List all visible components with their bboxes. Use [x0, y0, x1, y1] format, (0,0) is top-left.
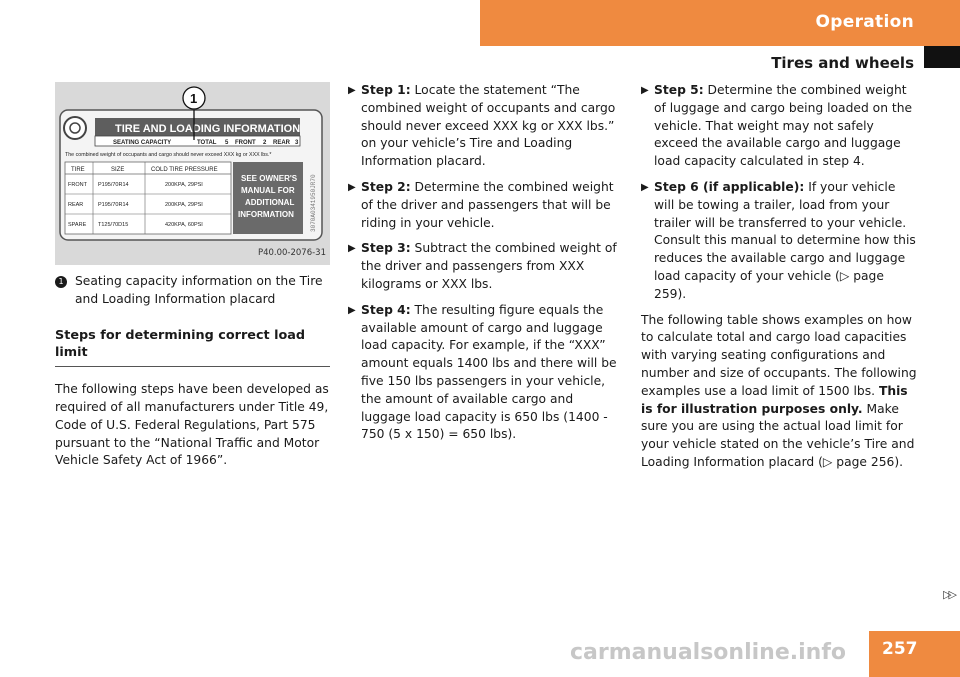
watermark-text: carmanualsonline.info: [570, 640, 846, 665]
placard-title: TIRE AND LOADING INFORMATION: [115, 123, 301, 135]
bullet-arrow-icon: ▶: [348, 181, 356, 193]
callout-number: 1: [190, 91, 198, 106]
step-text: If your vehicle will be towing a trailer, load from your trailer will be transferred to your vehicle. Consult this manual to determine how this reduces the available cargo and luggage load capacity of your vehicle (▷ page 259).: [654, 179, 916, 301]
svg-text:P195/70R14: P195/70R14: [98, 202, 129, 208]
tire-placard-figure: [55, 82, 330, 265]
subheading: Steps for determining correct load limit: [55, 327, 330, 368]
step-4: [348, 302, 624, 444]
bullet-arrow-icon: ▶: [348, 243, 356, 255]
bullet-arrow-icon: ▶: [348, 85, 356, 96]
svg-text:TIRE: TIRE: [71, 167, 85, 173]
svg-text:SIZE: SIZE: [111, 167, 125, 173]
figure-caption: [55, 273, 330, 309]
svg-text:3: 3: [295, 140, 299, 146]
svg-text:SEATING CAPACITY: SEATING CAPACITY: [113, 140, 172, 146]
svg-text:SPARE: SPARE: [68, 222, 87, 228]
step-label: Step 3:: [361, 241, 411, 256]
step-label: Step 5:: [654, 83, 704, 97]
bullet-arrow-icon: ▶: [641, 181, 649, 193]
svg-text:200KPA, 29PSI: 200KPA, 29PSI: [165, 182, 203, 188]
step-text: Subtract the combined weight of the driver and passengers from XXX kilograms or XXX lbs.: [361, 241, 617, 291]
step-5: [641, 82, 917, 171]
svg-text:200KPA, 29PSI: 200KPA, 29PSI: [165, 202, 203, 208]
svg-text:COLD TIRE PRESSURE: COLD TIRE PRESSURE: [151, 167, 218, 173]
placard-statement: The combined weight of occupants and cargo should never exceed XXX kg or XXX lbs.*: [65, 152, 272, 158]
svg-text:FRONT: FRONT: [68, 182, 87, 188]
figure-code: P40.00-2076-31: [257, 248, 326, 259]
step-1: [348, 82, 624, 171]
svg-text:5: 5: [225, 140, 229, 146]
bullet-arrow-icon: ▶: [641, 85, 649, 96]
svg-text:ADDITIONAL: ADDITIONAL: [245, 198, 295, 207]
step-label: Step 2:: [361, 179, 411, 194]
step-text: Determine the combined weight of luggage and cargo being loaded on the vehicle. That weight may not safely exceed the available cargo and luggage load capacity calculated in step 4.: [654, 83, 913, 169]
continue-arrows-icon: ▷▷: [943, 588, 954, 601]
svg-text:REAR: REAR: [273, 140, 291, 146]
svg-text:FRONT: FRONT: [235, 140, 256, 146]
svg-text:TOTAL: TOTAL: [197, 140, 217, 146]
page-number-tab: [869, 631, 960, 677]
svg-text:420KPA, 60PSI: 420KPA, 60PSI: [165, 222, 203, 228]
step-label: Step 6 (if applicable):: [654, 179, 805, 194]
svg-text:REAR: REAR: [68, 202, 84, 208]
step-text: Locate the statement “The combined weight of occupants and cargo should never exceed XXX kg or XXX lbs.” on your vehicle’s Tire and Loading Information placard.: [361, 83, 616, 169]
caption-number-badge: 1: [55, 276, 67, 288]
svg-text:P195/70R14: P195/70R14: [98, 182, 129, 188]
svg-text:2: 2: [263, 140, 267, 146]
svg-text:MANUAL FOR: MANUAL FOR: [241, 186, 295, 195]
caption-text: Seating capacity information on the Tire and Loading Information placard: [75, 274, 323, 306]
bullet-arrow-icon: ▶: [348, 304, 356, 316]
column-1: [55, 82, 330, 478]
svg-text:INFORMATION: INFORMATION: [238, 210, 294, 219]
tire-icon: [64, 117, 86, 139]
step-text: Determine the combined weight of the driver and passengers that will be riding in your vehicle.: [361, 179, 614, 230]
closing-paragraph: The following table shows examples on how to calculate total and cargo load capacities with varying seating configurations and number and size of occupants. The following examples use a load limit of 1500 lbs. This is for illustration purposes only. Make sure you are using the actual load limit for your vehicle stated on the vehicle’s Tire and Loading Information placard (▷ page 256).: [641, 312, 917, 469]
step-2: [348, 179, 624, 232]
step-3: [348, 240, 624, 293]
section-tab: [480, 0, 960, 46]
section-title-operation: Operation: [815, 12, 914, 32]
subsection-title: Tires and wheels: [771, 54, 914, 72]
column-2: [348, 82, 624, 452]
svg-text:3070A0341950JR70: 3070A0341950JR70: [310, 174, 317, 232]
svg-text:T125/70D15: T125/70D15: [98, 222, 129, 228]
step-label: Step 4:: [361, 302, 411, 317]
svg-text:SEE OWNER'S: SEE OWNER'S: [241, 174, 298, 183]
column-3: [641, 82, 917, 480]
step-text: The resulting figure equals the available amount of cargo and luggage load capacity. For example, if the “XXX” amount equals 1400 lbs and there will be five 150 lbs passengers in your vehicle, the amount of available cargo and luggage load capacity is 650 lbs (1400 - 750 (5 x 150) = 650 lbs).: [361, 302, 617, 442]
step-label: Step 1:: [361, 83, 411, 97]
tire-placard-svg: [55, 82, 330, 265]
step-6: [641, 179, 917, 304]
black-edge-marker: [924, 46, 960, 68]
page-number: 257: [882, 639, 918, 659]
intro-paragraph: The following steps have been developed as required of all manufacturers under Title 49, Code of U.S. Federal Regulations, Part 575 pursuant to the “National Traffic and Motor Vehicle Safety Act of 1966”.: [55, 382, 329, 468]
